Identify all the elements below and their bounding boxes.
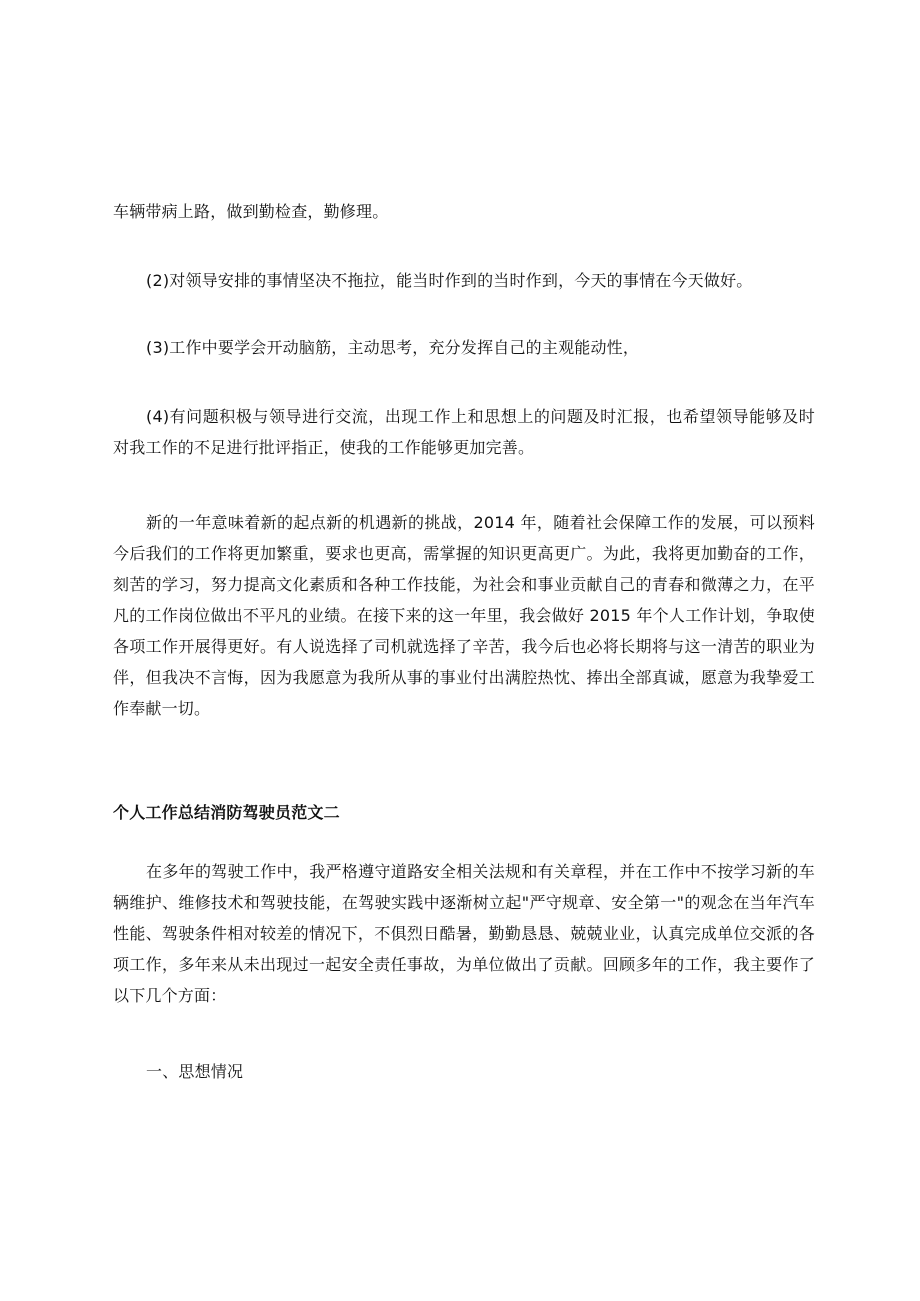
paragraph-item-2: (2)对领导安排的事情坚决不拖拉，能当时作到的当时作到，今天的事情在今天做好。 <box>146 271 753 290</box>
paragraph-new-year: 新的一年意味着新的起点新的机遇新的挑战，2014 年，随着社会保障工作的发展，可以预料今后我们的工作将更加繁重，要求也更高，需掌握的知识更高更广。为此，我将更加勤奋的工作，刻苦的学习，努力提高文化素质和各种工作技能，为社会和事业贡献自己的青春和微薄之力，在平凡的工作岗位做出不平凡的业绩。在接下来的这一年里，我会做好 2015 年个人工作计划，争取使各项工作开展得更好。有人说选择了司机就选择了辛苦，我今后也必将长期将与这一清苦的职业为伴，但我决不言悔，因为我愿意为我所从事的事业付出满腔热忱、捧出全部真诚，愿意为我挚爱工作奉献一切。 <box>113 513 815 718</box>
paragraph-continuation: 车辆带病上路，做到勤检查，勤修理。 <box>113 202 389 221</box>
paragraph-driving-work: 在多年的驾驶工作中，我严格遵守道路安全相关法规和有关章程，并在工作中不按学习新的车辆维护、维修技术和驾驶技能，在驾驶实践中逐渐树立起"严守规章、安全第一"的观念在当年汽车性能、驾驶条件相对较差的情况下，不俱烈日酷暑，勤勤恳恳、兢兢业业，认真完成单位交派的各项工作，多年来从未出现过一起安全责任事故，为单位做出了贡献。回顾多年的工作，我主要作了以下几个方面： <box>113 862 815 1005</box>
paragraph-item-4: (4)有问题积极与领导进行交流，出现工作上和思想上的问题及时汇报，也希望领导能够及时对我工作的不足进行批评指正，使我的工作能够更加完善。 <box>113 407 815 457</box>
section-heading: 个人工作总结消防驾驶员范文二 <box>113 803 340 822</box>
paragraph-item-3: (3)工作中要学会开动脑筋，主动思考，充分发挥自己的主观能动性， <box>146 338 640 357</box>
subheading-thoughts: 一、思想情况 <box>146 1062 244 1081</box>
